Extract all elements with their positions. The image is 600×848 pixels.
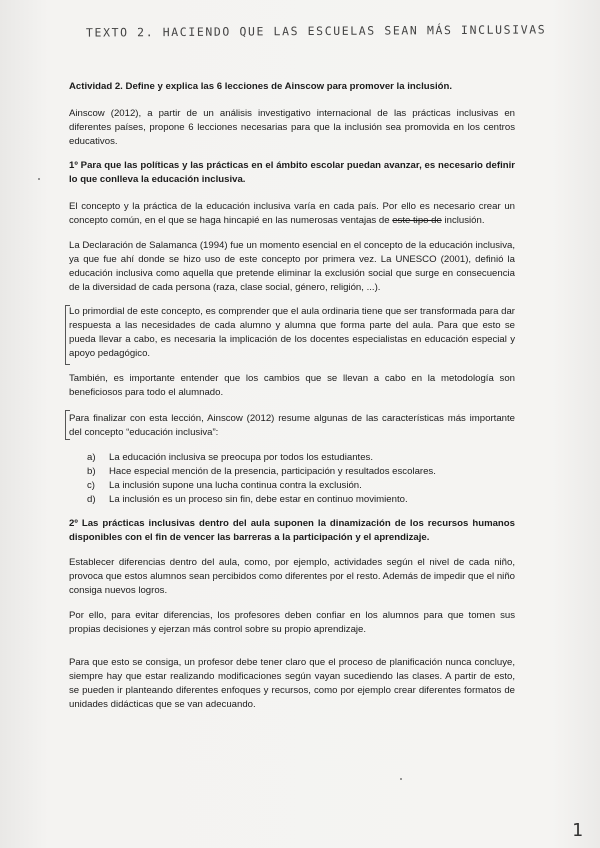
struck-text: este tipo de bbox=[392, 215, 442, 226]
activity-heading: Actividad 2. Define y explica las 6 lecciones de Ainscow para promover la inclusión. bbox=[69, 81, 453, 92]
list-item bbox=[69, 493, 515, 507]
list-item bbox=[69, 479, 515, 493]
list-item bbox=[69, 451, 515, 465]
lesson-1-paragraph-1 bbox=[69, 200, 515, 228]
lesson-2-paragraph-2: Por ello, para evitar diferencias, los profesores deben confiar en los alumnos para que tomen sus propias decisiones y ejerzan más control sobre su propio aprendizaje. bbox=[69, 610, 515, 635]
characteristics-list bbox=[69, 451, 515, 507]
speck bbox=[400, 778, 402, 780]
handwritten-title: TEXTO 2. HACIENDO QUE LAS ESCUELAS SEAN MÁS INCLUSIVAS bbox=[85, 22, 547, 40]
lesson-2-paragraph-3: Para que esto se consiga, un profesor debe tener claro que el proceso de planificación nunca concluye, siempre hay que estar realizando modificaciones según vayan sucediendo las clases. A partir de esto, se pueden ir planteando diferentes enfoques y recursos, como por ejemplo crear diferentes formatos de unidades didácticas que se van adecuando. bbox=[69, 657, 515, 710]
list-label: d) bbox=[87, 494, 96, 505]
lesson-2-paragraph-1: Establecer diferencias dentro del aula, como, por ejemplo, actividades según el nivel de cada niño, provoca que estos alumnos sean percibidos como diferentes por el resto. Además de impedir que el niño consiga nuevos logros. bbox=[69, 557, 515, 596]
lesson-1-paragraph-3: Lo primordial de este concepto, es comprender que el aula ordinaria tiene que ser transformada para dar respuesta a las necesidades de cada alumno y alumna que forma parte del aula. Para que esto se pueda llevar a cabo, es necesaria la implicación de los docentes especialistas en educación especial y apoyo pedagógico. bbox=[69, 306, 515, 359]
l1-p1-text-b: inclusión. bbox=[441, 215, 485, 226]
lesson-1-paragraph-5: Para finalizar con esta lección, Ainscow (2012) resume algunas de las características más importante del concepto “educación inclusiva”: bbox=[69, 413, 515, 438]
list-text: Hace especial mención de la presencia, participación y resultados escolares. bbox=[109, 466, 436, 477]
intro-paragraph: Ainscow (2012), a partir de un análisis investigativo internacional de las prácticas inclusivas en diferentes países, propone 6 lecciones necesarias para que la inclusión sea promovida en los centros educativos. bbox=[69, 108, 515, 147]
page-number: 1 bbox=[572, 820, 583, 841]
lesson-1-paragraph-2: La Declaración de Salamanca (1994) fue un momento esencial en el concepto de la educación inclusiva, ya que fue ahí donde se hizo uso de este concepto por primera vez. La UNESCO (2001), definió la educación inclusiva como aquella que pretende eliminar la exclusión social que surge en consecuencia de la diversidad de cada persona (raza, clase social, género, religión, ...). bbox=[69, 240, 515, 293]
list-label: c) bbox=[87, 480, 95, 491]
l1-p1-text-a: El concepto y la práctica de la educación inclusiva varía en cada país. Por ello es necesario crear un concepto común, en el que se haga hincapié en las numerosas ventajas de bbox=[69, 201, 515, 226]
lesson-1-paragraph-4: También, es importante entender que los cambios que se llevan a cabo en la metodología son beneficiosos para todo el alumnado. bbox=[69, 373, 515, 398]
lesson-1-heading: 1º Para que las políticas y las prácticas en el ámbito escolar puedan avanzar, es necesario definir lo que conlleva la educación inclusiva. bbox=[69, 160, 515, 185]
list-text: La inclusión es un proceso sin fin, debe estar en continuo movimiento. bbox=[109, 494, 408, 505]
list-text: La educación inclusiva se preocupa por todos los estudiantes. bbox=[109, 452, 373, 463]
lesson-2-heading: 2º Las prácticas inclusivas dentro del aula suponen la dinamización de los recursos humanos disponibles con el fin de vencer las barreras a la participación y el aprendizaje. bbox=[69, 518, 515, 543]
list-text: La inclusión supone una lucha continua contra la exclusión. bbox=[109, 480, 362, 491]
list-label: b) bbox=[87, 466, 96, 477]
list-item bbox=[69, 465, 515, 479]
speck bbox=[38, 178, 40, 180]
list-label: a) bbox=[87, 452, 96, 463]
